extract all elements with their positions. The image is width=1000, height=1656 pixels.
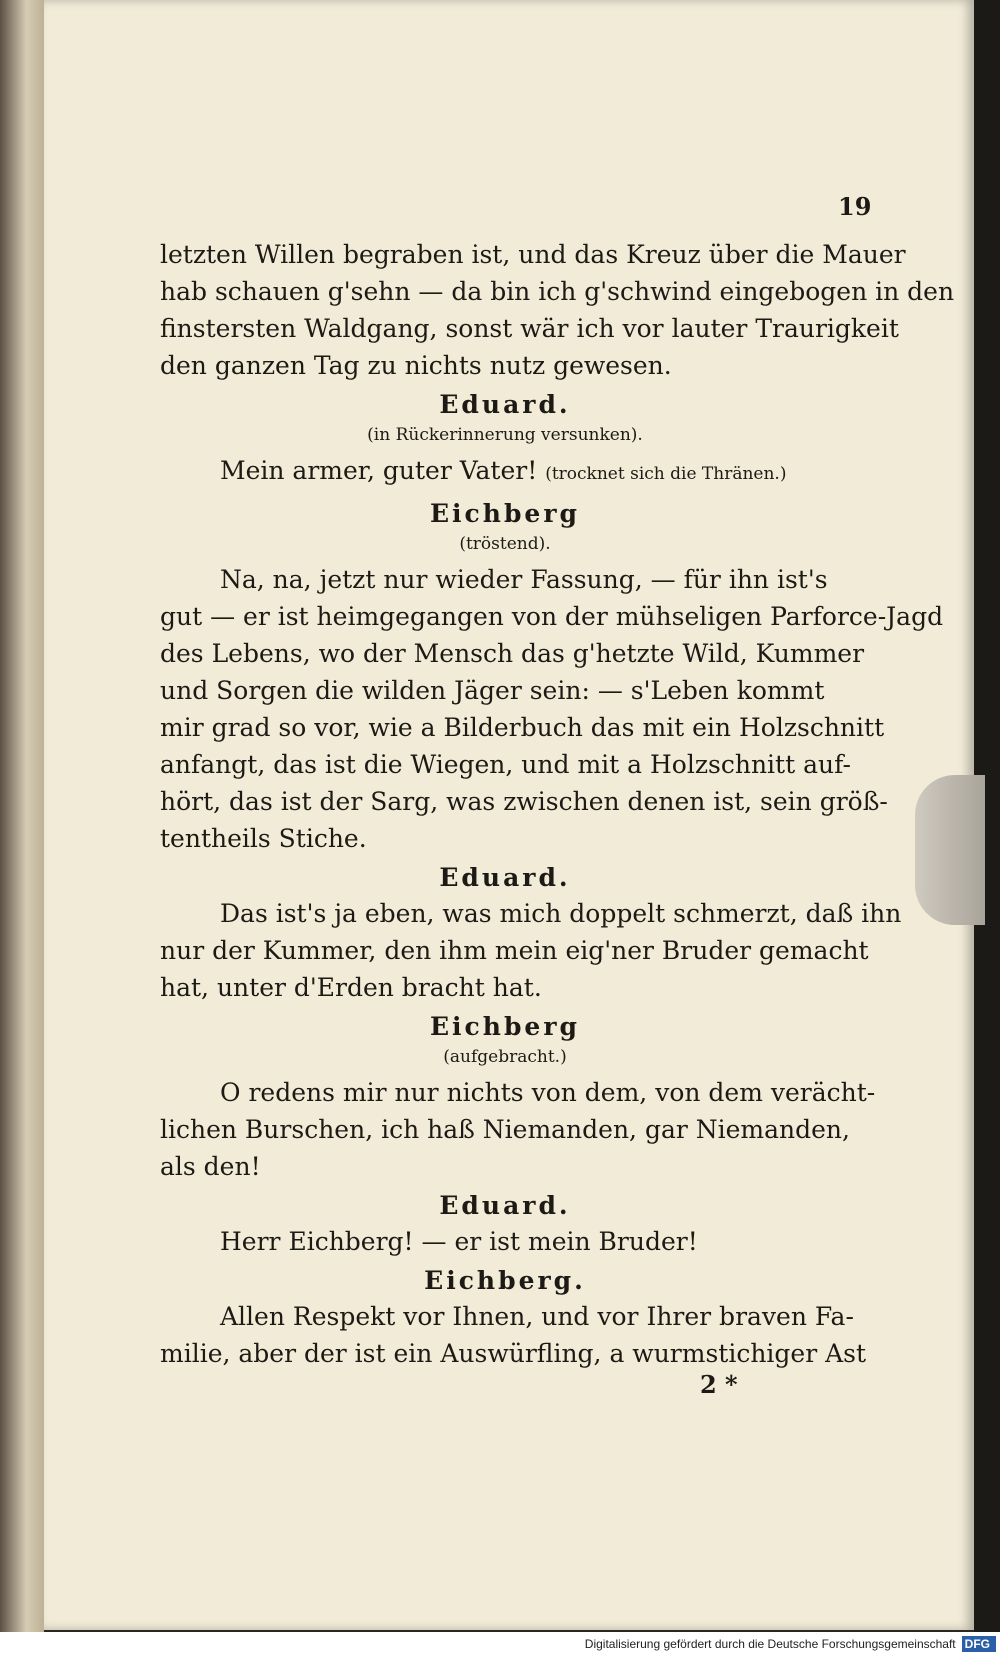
text-line: den ganzen Tag zu nichts nutz gewesen. xyxy=(160,351,672,380)
page-clip-tab xyxy=(915,775,985,925)
stage-direction-inline: (trocknet sich die Thränen.) xyxy=(545,464,787,484)
text-line: milie, aber der ist ein Auswürfling, a wurmstichiger Ast xyxy=(160,1339,867,1368)
text-line: O redens mir nur nichts von dem, von dem verächt- xyxy=(220,1078,876,1107)
stage-direction: (tröstend). xyxy=(459,534,551,554)
speaker-name: Eichberg xyxy=(430,499,580,528)
text-line: als den! xyxy=(160,1152,261,1181)
speaker-name: Eichberg. xyxy=(424,1266,586,1295)
text-line xyxy=(160,452,850,493)
text-line: hab schauen g'sehn — da bin ich g'schwind eingebogen in den xyxy=(160,277,955,306)
text-line: finstersten Waldgang, sonst wär ich vor lauter Traurigkeit xyxy=(160,314,899,343)
dfg-logo-icon: DFG xyxy=(962,1636,996,1652)
text-line: Allen Respekt vor Ihnen, und vor Ihrer braven Fa- xyxy=(220,1302,854,1331)
speaker-name: Eduard. xyxy=(439,1191,571,1220)
adjacent-page-edge xyxy=(0,0,44,1656)
text-line: anfangt, das ist die Wiegen, und mit a Holzschnitt auf- xyxy=(160,750,851,779)
text-line: nur der Kummer, den ihm mein eig'ner Bruder gemacht xyxy=(160,936,869,965)
speaker-name: Eichberg xyxy=(430,1012,580,1041)
text-line: Das ist's ja eben, was mich doppelt schmerzt, daß ihn xyxy=(220,899,902,928)
text-line: tentheils Stiche. xyxy=(160,824,367,853)
page-number: 19 xyxy=(838,192,872,221)
stage-direction: (in Rückerinnerung versunken). xyxy=(367,425,643,445)
text-line: Herr Eichberg! — er ist mein Bruder! xyxy=(220,1227,698,1256)
text-line: gut — er ist heimgegangen von der mühseligen Parforce-Jagd xyxy=(160,602,944,631)
text-line: des Lebens, wo der Mensch das g'hetzte Wild, Kummer xyxy=(160,639,865,668)
footer-text: Digitalisierung gefördert durch die Deutsche Forschungsgemeinschaft xyxy=(584,1637,956,1651)
text-line: hört, das ist der Sarg, was zwischen denen ist, sein größ- xyxy=(160,787,888,816)
text-line: mir grad so vor, wie a Bilderbuch das mit ein Holzschnitt xyxy=(160,713,885,742)
text-line: lichen Burschen, ich haß Niemanden, gar Niemanden, xyxy=(160,1115,850,1144)
text-line: Na, na, jetzt nur wieder Fassung, — für ihn ist's xyxy=(220,565,828,594)
text-line: hat, unter d'Erden bracht hat. xyxy=(160,973,542,1002)
stage-direction: (aufgebracht.) xyxy=(443,1047,567,1067)
text-line: letzten Willen begraben ist, und das Kreuz über die Mauer xyxy=(160,240,906,269)
play-text xyxy=(160,236,955,1372)
dialogue-text: Mein armer, guter Vater! xyxy=(220,456,538,485)
digitization-footer xyxy=(0,1632,1000,1656)
text-line: und Sorgen die wilden Jäger sein: — s'Leben kommt xyxy=(160,676,825,705)
speaker-name: Eduard. xyxy=(439,390,571,419)
speaker-name: Eduard. xyxy=(439,863,571,892)
signature-mark: 2 * xyxy=(700,1370,738,1399)
